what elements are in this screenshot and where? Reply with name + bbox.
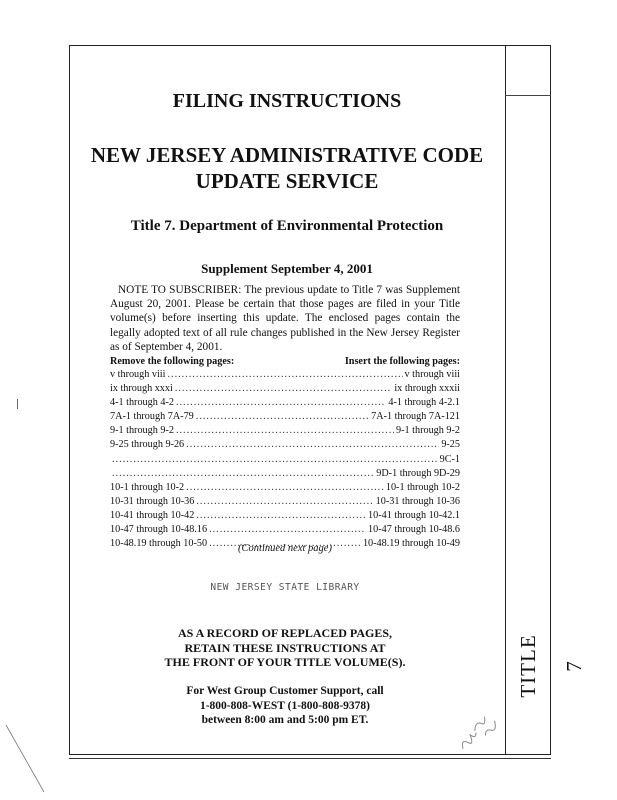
insert-pages: 10-31 through 10-36 [375,495,460,507]
remove-header: Remove the following pages: [110,356,235,367]
support-line-3: between 8:00 am and 5:00 pm ET. [201,714,369,726]
retain-line-3: THE FRONT OF YOUR TITLE VOLUME(S). [164,655,406,669]
remove-pages: 10-31 through 10-36 [110,495,195,507]
remove-pages: 9-1 through 9-2 [110,425,174,437]
insert-pages: 10-1 through 10-2 [385,481,460,493]
note-text: NOTE TO SUBSCRIBER: The previous update to Title 7 was Supplement August 20, 2001. Please be certain that those pages are filed in your Title volume(s) before inserting this update. The enclosed pages contain the legally adopted text of all rule changes published in the New Jersey Register as of September 4, 2001. [110,284,460,353]
support-line-2: 1-800-808-WEST (1-800-808-9378) [199,699,371,712]
insert-pages: 10-47 through 10-48.6 [368,524,460,536]
insert-pages: 9-25 [441,439,460,451]
supplement-date: Supplement September 4, 2001 [201,261,373,276]
insert-pages: ix through xxxii [394,383,460,395]
insert-pages: v through viii [404,369,460,380]
support-line-1: For West Group Customer Support, call [186,685,384,697]
remove-pages: ix through xxxi [110,383,173,395]
insert-header: Insert the following pages: [344,356,460,367]
insert-pages: 10-48.19 through 10-49 [362,538,460,550]
title-subject: Title 7. Department of Environmental Protection [130,218,444,234]
insert-pages: 9C-1 [439,453,460,465]
remove-pages: 10-41 through 10-42 [110,509,195,521]
remove-pages: 9-25 through 9-26 [110,439,185,451]
retain-line-1: AS A RECORD OF REPLACED PAGES, [177,626,393,640]
retain-line-2: RETAIN THESE INSTRUCTIONS AT [184,640,386,655]
continued-note: (Continued next page) [238,543,332,554]
remove-pages: 7A-1 through 7A-79 [110,411,194,423]
remove-pages: 10-47 through 10-48.16 [110,524,208,536]
document-title: FILING INSTRUCTIONS [172,90,402,112]
title-tab-label: TITLE 7 [516,634,586,698]
code-heading-line1: NEW JERSEY ADMINISTRATIVE CODE [90,143,484,167]
insert-pages: 9-1 through 9-2 [396,425,460,437]
library-stamp: NEW JERSEY STATE LIBRARY [210,582,360,593]
remove-pages: 10-1 through 10-2 [110,481,185,493]
code-heading-line2: UPDATE SERVICE [195,169,379,193]
insert-pages: 7A-1 through 7A-121 [371,411,460,423]
remove-pages: 4-1 through 4-2 [110,397,174,409]
remove-pages: v through viii [110,369,166,380]
remove-pages: 10-48.19 through 10-50 [110,538,208,550]
insert-pages: 4-1 through 4-2.1 [388,397,460,409]
insert-pages: 10-41 through 10-42.1 [368,509,460,521]
insert-pages: 9D-1 through 9D-29 [376,467,460,479]
